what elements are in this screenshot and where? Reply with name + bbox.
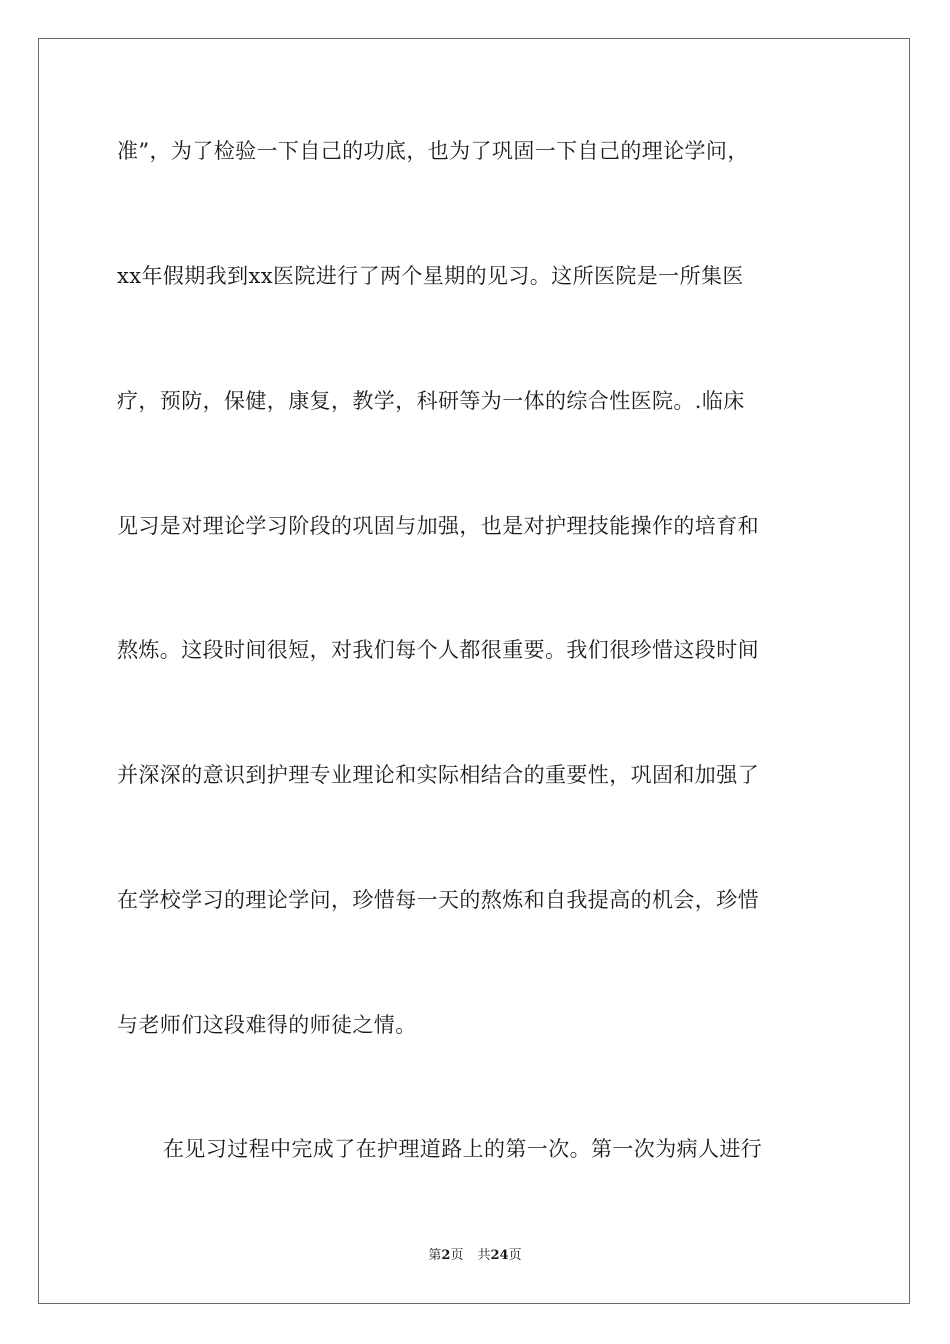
page-footer — [0, 1247, 950, 1265]
text-line: 熬炼。这段时间很短，对我们每个人都很重要。我们很珍惜这段时间 — [117, 638, 759, 662]
text-line: 并深深的意识到护理专业理论和实际相结合的重要性，巩固和加强了 — [117, 763, 759, 787]
footer-total-prefix: 共 — [477, 1248, 491, 1263]
footer-page-suffix: 页 — [450, 1248, 464, 1263]
page-border — [38, 38, 910, 1304]
footer-total-pages: 24 — [490, 1248, 509, 1263]
footer-page-number: 2 — [441, 1248, 451, 1263]
footer-total-suffix: 页 — [508, 1248, 522, 1263]
text-line: xx年假期我到xx医院进行了两个星期的见习。这所医院是一所集医 — [117, 264, 744, 288]
text-line-indented: 在见习过程中完成了在护理道路上的第一次。第一次为病人进行 — [163, 1137, 763, 1161]
footer-page-prefix: 第 — [428, 1248, 442, 1263]
text-line: 与老师们这段难得的师徒之情。 — [117, 1013, 417, 1037]
text-line: 见习是对理论学习阶段的巩固与加强，也是对护理技能操作的培育和 — [117, 514, 759, 538]
text-line: 在学校学习的理论学问，珍惜每一天的熬炼和自我提高的机会，珍惜 — [117, 888, 759, 912]
text-line: 疗，预防，保健，康复，教学，科研等为一体的综合性医院。.临床 — [117, 389, 745, 413]
text-line: 准”，为了检验一下自己的功底，也为了巩固一下自己的理论学问， — [117, 139, 749, 163]
